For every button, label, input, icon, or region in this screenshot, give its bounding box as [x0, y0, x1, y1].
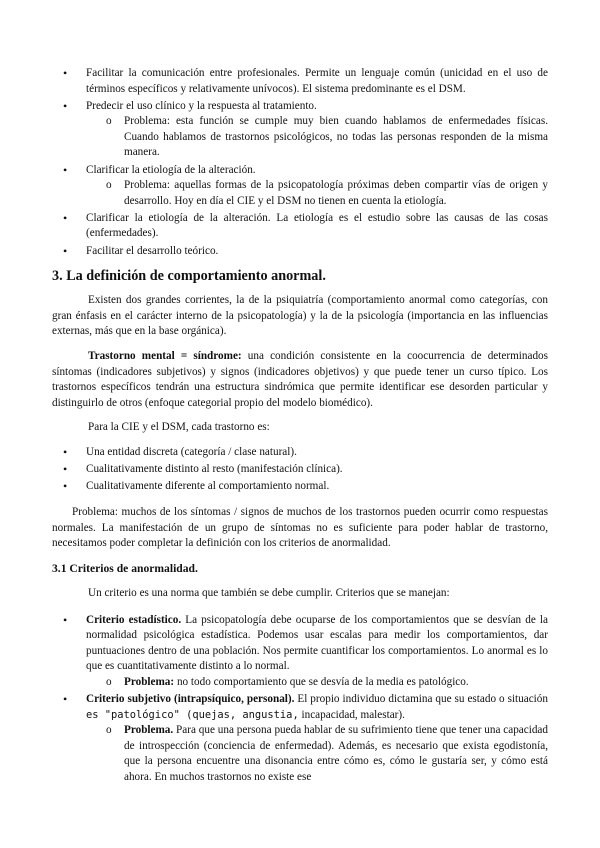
- list-item: [52, 211, 548, 242]
- term-bold: Trastorno mental = síndrome:: [88, 349, 242, 362]
- section-3-paragraph-1: Existen dos grandes corrientes, la de la psiquiatría (comportamiento anormal como categorías, con gran énfasis en el carácter interno de la psicopatología) y la de la psicología (importancia en las influencias externas, más que en la base orgánica).: [52, 294, 548, 338]
- criteria-list: [52, 613, 548, 786]
- criterion-text-end: incapacidad, malestar).: [298, 708, 405, 721]
- list-item: [52, 244, 548, 260]
- criterion-text: El propio individuo dictamina que su estado o situación: [294, 693, 548, 705]
- criterion-title: Criterio estadístico.: [86, 613, 182, 626]
- list-item: • Cualitativamente diferente al comportamiento normal.: [52, 479, 548, 495]
- list-item: • Cualitativamente distinto al resto (manifestación clínica).: [52, 462, 548, 478]
- list-item-text: Clarificar la etiología de la alteración.: [86, 163, 256, 176]
- sub-list: [86, 723, 548, 785]
- section-3-paragraph-4: Problema: muchos de los síntomas / signos de muchos de los trastornos pueden ocurrir como respuestas normales. La manifestación de un grupo de síntomas no es suficiente para poder hablar de trastorno, necesitamos poder completar la definición con los criterios de anormalidad.: [52, 506, 548, 550]
- document-page: [52, 66, 548, 787]
- functions-list: [52, 66, 548, 259]
- list-item-text: Predecir el uso clínico y la respuesta al tratamiento.: [86, 99, 317, 112]
- list-item: [52, 692, 548, 786]
- list-item: [52, 163, 548, 210]
- criterion-text: La psicopatología debe ocuparse de los comportamientos que se desvían de la normalidad psicológica estadística. Podemos usar escalas para medir los comportamientos, dar puntuaciones dentro de una población. Nos permite cuantificar los comportamientos. Lo anormal es lo que es cuantitativamente distinto a lo normal.: [86, 613, 548, 673]
- sub-list: [86, 178, 548, 209]
- list-item-text: Clarificar la etiología de la alteración. La etiología es el estudio sobre las causas de las cosas (enfermedades).: [86, 211, 548, 240]
- section-3-paragraph-3: Para la CIE y el DSM, cada trastorno es:: [88, 421, 270, 434]
- list-item: [52, 613, 548, 691]
- section-3-1-intro: Un criterio es una norma que también se debe cumplir. Criterios que se manejan:: [88, 586, 450, 599]
- sub-list-item: [106, 114, 548, 161]
- problem-label: Problema.: [124, 724, 174, 737]
- problem-text: Para que una persona pueda hablar de su sufrimiento tiene que tener una capacidad de introspección (conciencia de enfermedad). Además, es necesario que exista egodistonía, que la persona encuentre una disonancia entre cómo es, cómo le gustaría ser, y cómo está ahora. En muchos trastornos no existe ese: [124, 724, 548, 783]
- sub-list: [86, 675, 548, 691]
- sub-list-item-text: Problema: aquellas formas de la psicopatología próximas deben compartir vías de origen y desarrollo. Hoy en día el CIE y el DSM no tienen en cuenta la etiología.: [124, 179, 548, 207]
- list-item: [52, 66, 548, 97]
- section-3-heading: 3. La definición de comportamiento anormal.: [52, 268, 326, 285]
- sub-list-item: [106, 723, 548, 785]
- section-3-1-heading: 3.1 Criterios de anormalidad.: [52, 561, 198, 575]
- list-item-text: Facilitar la comunicación entre profesionales. Permite un lenguaje común (unicidad en el uso de términos específicos y relativamente unívocos). El sistema predominante es el DSM.: [86, 67, 548, 95]
- sub-list: [86, 114, 548, 161]
- disorder-traits-list: [52, 445, 548, 495]
- sub-list-item: [106, 178, 548, 209]
- problem-label: Problema:: [124, 675, 175, 688]
- section-3-paragraph-2: [52, 349, 548, 411]
- problem-text: no todo comportamiento que se desvía de la media es patológico.: [174, 675, 469, 688]
- sub-list-item: [106, 675, 548, 691]
- definition-text: una condición consistente en la coocurrencia de determinados síntomas (indicadores subjetivos) y signos (indicadores objetivos) y que puede tener un curso típico. Los trastornos específicos tendrán una estructura sindrómica que permite identificar ese desorden particular y distinguirlo de otros (enfoque categorial propio del modelo biomédico).: [52, 349, 548, 409]
- criterion-title: Criterio subjetivo (intrapsíquico, personal).: [86, 693, 295, 705]
- list-item-text: Facilitar el desarrollo teórico.: [86, 244, 219, 257]
- list-item: [52, 99, 548, 161]
- sub-list-item-text: Problema: esta función se cumple muy bien cuando hablamos de enfermedades físicas. Cuando hablamos de trastornos psicológicos, no todas las personas responden de la misma manera.: [124, 115, 548, 159]
- list-item: • Una entidad discreta (categoría / clase natural).: [52, 445, 548, 461]
- criterion-text-mono: es "patológico" (quejas, angustia,: [86, 708, 299, 721]
